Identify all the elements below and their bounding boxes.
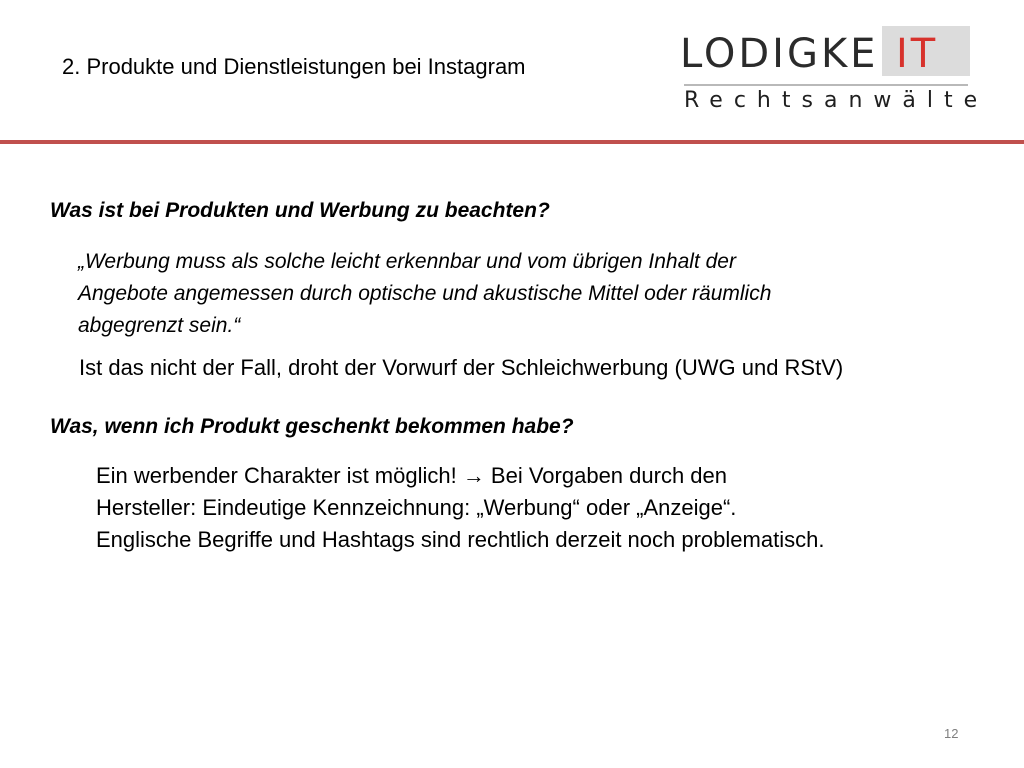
quote-block xyxy=(78,246,958,342)
company-logo xyxy=(678,26,989,118)
section2-text xyxy=(96,460,824,556)
quote-line: abgegrenzt sein.“ xyxy=(78,314,241,337)
logo-accent-text: IT xyxy=(896,31,939,77)
logo-subtitle: Rechtsanwälte xyxy=(684,88,989,113)
section2-line: Englische Begriffe und Hashtags sind rechtlich derzeit noch problematisch. xyxy=(96,527,825,552)
page-number: 12 xyxy=(944,726,959,741)
section2-line: Ein werbender Charakter ist möglich! → Bei Vorgaben durch den xyxy=(96,463,728,488)
section1-text: Ist das nicht der Fall, droht der Vorwurf der Schleichwerbung (UWG und RStV) xyxy=(79,355,844,380)
slide-title: 2. Produkte und Dienstleistungen bei Instagram xyxy=(62,54,526,79)
logo-main-text: LODIGKE xyxy=(680,31,879,77)
section2-heading: Was, wenn ich Produkt geschenkt bekommen habe? xyxy=(50,415,574,438)
section2-line: Hersteller: Eindeutige Kennzeichnung: „Werbung“ oder „Anzeige“. xyxy=(96,495,737,520)
quote-line: „Werbung muss als solche leicht erkennbar und vom übrigen Inhalt der xyxy=(78,250,736,273)
logo-divider xyxy=(684,84,968,86)
header-rule xyxy=(0,140,1024,144)
quote-line: Angebote angemessen durch optische und akustische Mittel oder räumlich xyxy=(78,282,772,305)
section1-heading: Was ist bei Produkten und Werbung zu beachten? xyxy=(50,199,550,222)
